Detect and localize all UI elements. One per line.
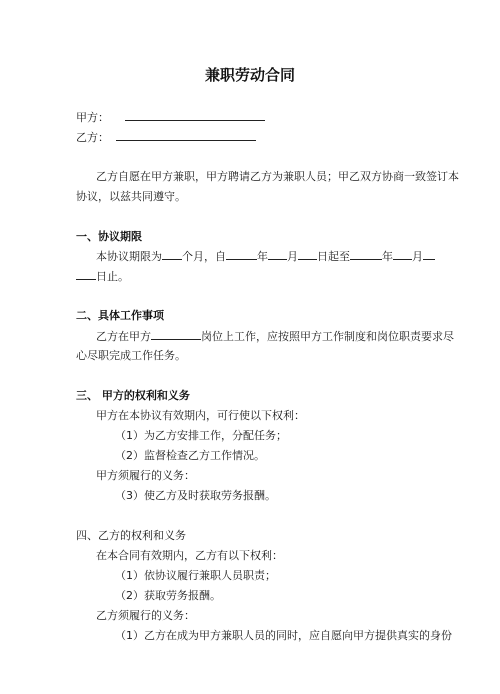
document-title: 兼职劳动合同: [204, 66, 295, 84]
party-a-line: [76, 111, 265, 123]
party-a-right-1: （1）为乙方安排工作，分配任务；: [115, 429, 287, 442]
term-end-text: 日止。: [96, 270, 129, 283]
party-a-blank[interactable]: [125, 111, 265, 121]
party-b-label: 乙方：: [76, 131, 109, 144]
end-year-blank[interactable]: [350, 250, 382, 260]
start-month-blank[interactable]: [268, 250, 287, 260]
term-text-6: 月: [412, 250, 423, 263]
party-a-label: 甲方：: [76, 111, 109, 124]
term-line-2: [76, 270, 129, 282]
start-day-blank[interactable]: [298, 250, 317, 260]
party-b-line: [76, 131, 256, 143]
duty-text-a: 乙方在甲方: [96, 330, 151, 343]
party-a-rights-intro: 甲方在本协议有效期内，可行使以下权利：: [96, 409, 305, 422]
party-b-duties-intro: 乙方须履行的义务：: [96, 609, 195, 622]
position-blank[interactable]: [151, 330, 201, 340]
term-text-2: 年: [257, 250, 268, 263]
end-month-blank[interactable]: [393, 250, 412, 260]
party-a-right-2: （2）监督检查乙方工作情况。: [115, 449, 265, 462]
section-1-heading: 一、协议期限: [76, 230, 142, 243]
start-year-blank[interactable]: [226, 250, 257, 260]
intro-line-2: 协议，以兹共同遵守。: [76, 190, 186, 203]
party-b-blank[interactable]: [116, 131, 256, 141]
term-line-1: [96, 250, 435, 262]
duty-line-1: [96, 330, 454, 342]
end-day-blank-a[interactable]: [423, 250, 435, 260]
party-b-rights-intro: 在本合同有效期内，乙方有以下权利：: [96, 549, 283, 562]
section-4-heading: 四、乙方的权利和义务: [76, 529, 186, 542]
party-b-right-1: （1）依协议履行兼职人员职责；: [115, 569, 276, 582]
intro-line-1: 乙方自愿在甲方兼职，甲方聘请乙方为兼职人员；甲乙双方协商一致签订本: [96, 170, 459, 183]
term-text-5: 年: [382, 250, 393, 263]
party-a-duties-intro: 甲方须履行的义务：: [96, 469, 195, 482]
term-text-0: 本协议期限为: [96, 250, 162, 263]
duty-text-b: 岗位上工作，应按照甲方工作制度和岗位职责要求尽: [201, 330, 454, 343]
party-a-duty-1: （3）使乙方及时获取劳务报酬。: [115, 489, 276, 502]
term-text-1: 个月，自: [182, 250, 226, 263]
end-day-blank-b[interactable]: [76, 270, 96, 280]
months-blank[interactable]: [162, 250, 182, 260]
term-text-3: 月: [287, 250, 298, 263]
duty-line-2: 心尽职完成工作任务。: [76, 349, 186, 362]
term-text-4: 日起至: [317, 250, 350, 263]
section-2-heading: 二、具体工作事项: [76, 309, 164, 322]
section-3-heading: 三、 甲方的权利和义务: [76, 389, 190, 402]
party-b-right-2: （2）获取劳务报酬。: [115, 589, 221, 602]
party-b-duty-1: （1）乙方在成为甲方兼职人员的同时，应自愿向甲方提供真实的身份: [115, 629, 452, 642]
